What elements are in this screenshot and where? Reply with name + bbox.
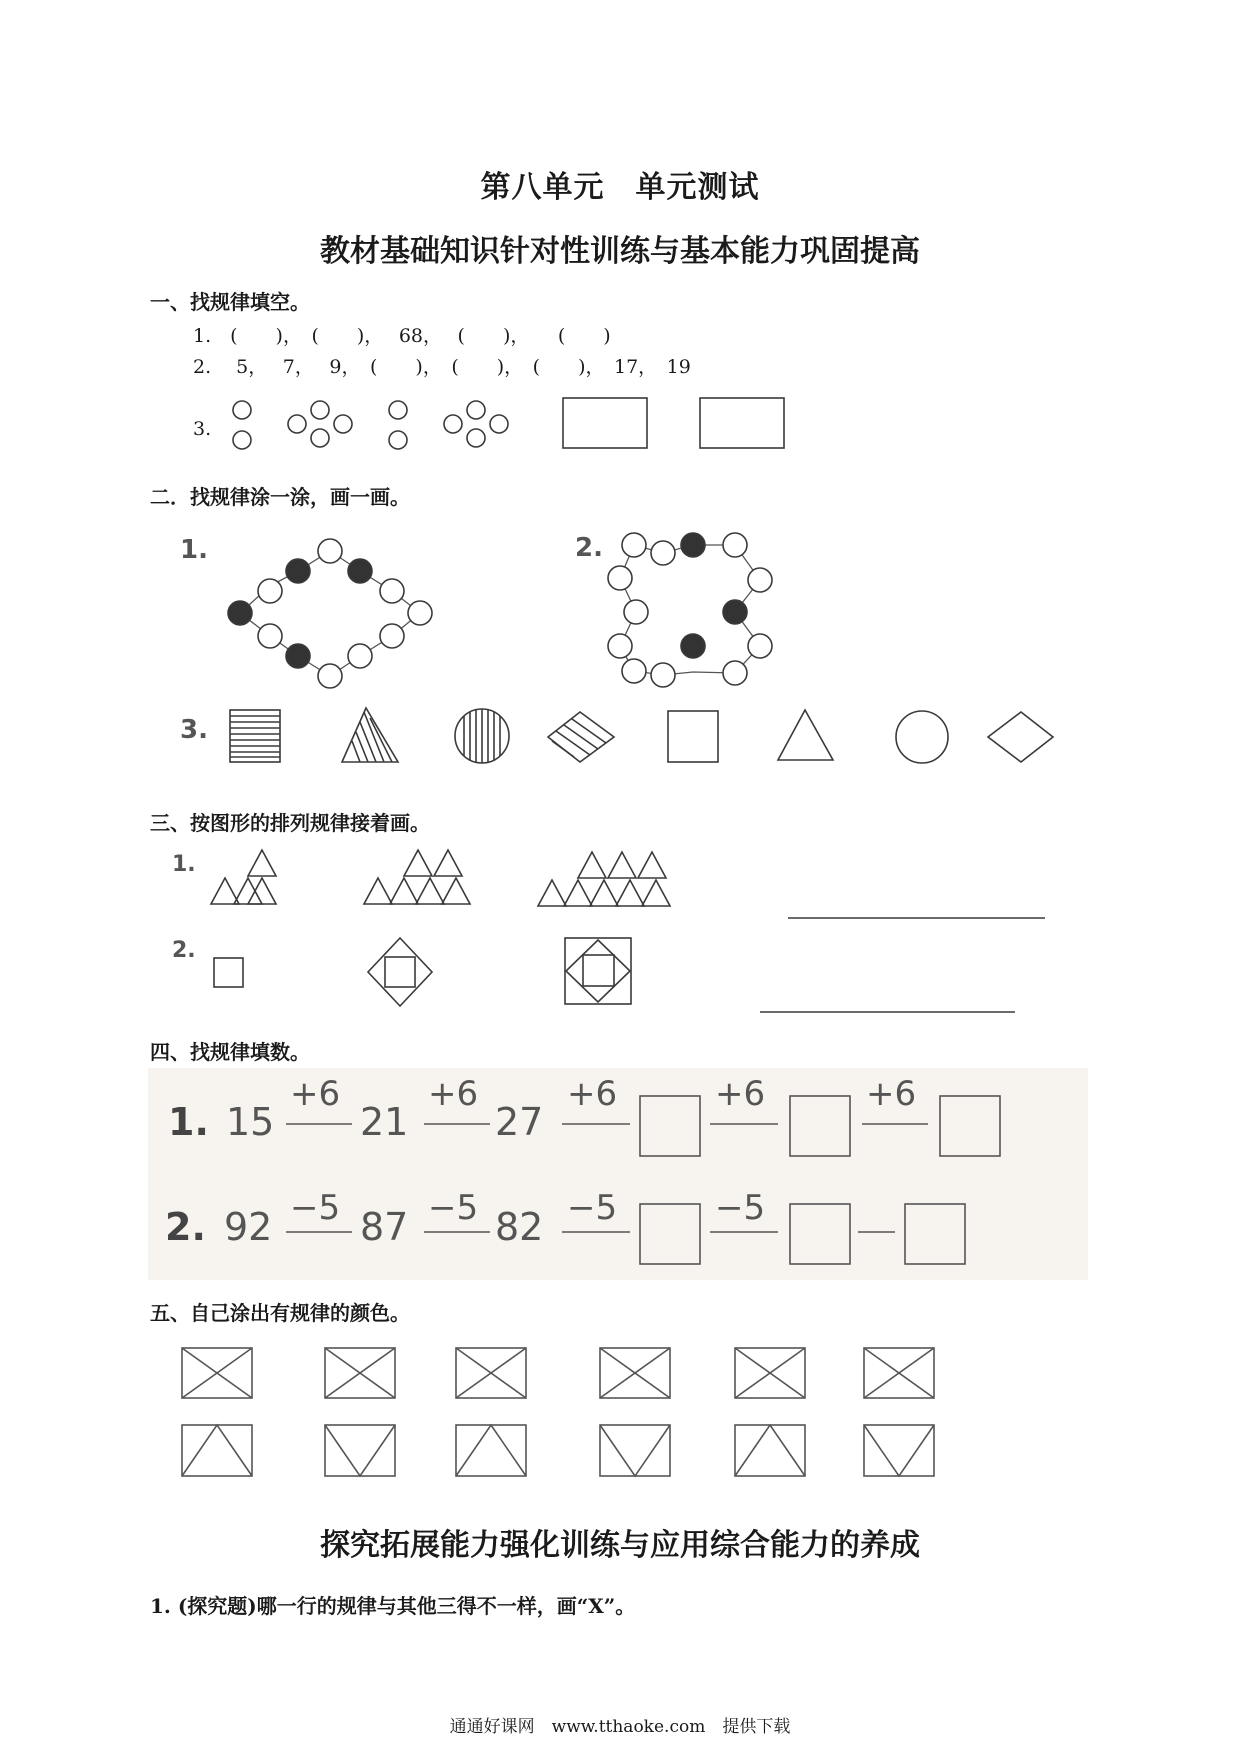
s4-row2-answer-box-3[interactable] <box>905 1204 965 1264</box>
s4-row1-op-2: +6 <box>428 1074 479 1114</box>
s2-q3-blank-diamond[interactable] <box>988 712 1053 762</box>
section-4-heading: 四、找规律填数。 <box>150 1040 310 1064</box>
s4-operator-lines <box>286 1124 928 1232</box>
s4-row1-op-4: +6 <box>715 1074 766 1114</box>
unit-title: 第八单元 单元测试 <box>480 170 760 205</box>
s4-row1-num-3: 27 <box>495 1100 544 1144</box>
s2-label-1: 1. <box>180 535 208 565</box>
s1-question-1: 1. ( )， ( )， 68， ( )， ( ) <box>193 325 611 347</box>
s3-label-2: 2. <box>172 938 196 963</box>
s2-q3-blank-circle[interactable] <box>896 711 948 763</box>
inquiry-question-1: 1. (探究题)哪一行的规律与其他三得不一样，画“X”。 <box>150 1594 636 1618</box>
part1-title: 教材基础知识针对性训练与基本能力巩固提高 <box>320 234 920 269</box>
s4-row1-op-5: +6 <box>866 1074 917 1114</box>
s2-q1-bead-diamond <box>228 539 432 688</box>
s1-question-3-label: 3. <box>193 418 212 440</box>
s3-label-1: 1. <box>172 852 196 877</box>
s1-q3-circle-pattern <box>233 401 508 449</box>
footer-download-note: 通通好课网 www.tthaoke.com 提供下载 <box>449 1717 791 1737</box>
s3-q2-shape-2 <box>368 938 432 1006</box>
s4-row1-num-2: 21 <box>360 1100 409 1144</box>
s4-row2-op-3: −5 <box>567 1188 618 1228</box>
s5-row1-x-boxes[interactable] <box>182 1348 934 1398</box>
section-2-heading: 二．找规律涂一涂，画一画。 <box>150 485 410 509</box>
s2-q3-hatched-triangle <box>342 708 398 762</box>
s4-row2-num-1: 92 <box>224 1205 273 1249</box>
s4-row2-answer-box-2[interactable] <box>790 1204 850 1264</box>
s2-q3-blank-triangle[interactable] <box>778 710 833 760</box>
s4-row2-num-2: 87 <box>360 1205 409 1249</box>
s4-row1-op-3: +6 <box>567 1074 618 1114</box>
s3-q1-triangles-1 <box>211 850 276 904</box>
s4-row1-answer-box-1[interactable] <box>640 1096 700 1156</box>
s2-q3-striped-square <box>230 710 280 762</box>
s2-label-2: 2. <box>575 533 603 563</box>
s4-row1-answer-box-3[interactable] <box>940 1096 1000 1156</box>
s3-q1-triangles-3 <box>538 852 670 906</box>
s4-row1-answer-box-2[interactable] <box>790 1096 850 1156</box>
section-3-heading: 三、按图形的排列规律接着画。 <box>150 811 430 835</box>
s4-row1-label: 1. <box>168 1100 209 1144</box>
s1-q3-answer-box-1[interactable] <box>563 398 647 448</box>
section-1-heading: 一、找规律填空。 <box>150 290 310 314</box>
s5-row2-triangle-boxes[interactable] <box>182 1425 934 1476</box>
s2-q3-blank-square[interactable] <box>668 711 718 762</box>
s4-row2-num-3: 82 <box>495 1205 544 1249</box>
s2-q3-hatched-diamond <box>548 712 614 762</box>
s3-q2-shape-1 <box>214 958 243 987</box>
section-5-heading: 五、自己涂出有规律的颜色。 <box>150 1301 410 1325</box>
s4-row2-op-4: −5 <box>715 1188 766 1228</box>
s4-row2-label: 2. <box>165 1205 206 1249</box>
s4-row2-op-2: −5 <box>428 1188 479 1228</box>
s4-row1-op-1: +6 <box>290 1074 341 1114</box>
s3-q1-triangles-2 <box>364 850 470 904</box>
part2-title: 探究拓展能力强化训练与应用综合能力的养成 <box>320 1528 920 1563</box>
s3-q2-shape-3 <box>565 938 631 1004</box>
s4-row2-op-1: −5 <box>290 1188 341 1228</box>
s1-q3-answer-box-2[interactable] <box>700 398 784 448</box>
s4-row1-num-1: 15 <box>226 1100 275 1144</box>
s2-q3-vertical-striped-circle <box>455 709 509 763</box>
s2-q2-bead-ring <box>608 533 772 687</box>
s1-question-2: 2. 5， 7， 9， ( )， ( )， ( )， 17， 19 <box>193 356 691 378</box>
s2-label-3: 3. <box>180 715 208 745</box>
s4-row2-answer-box-1[interactable] <box>640 1204 700 1264</box>
